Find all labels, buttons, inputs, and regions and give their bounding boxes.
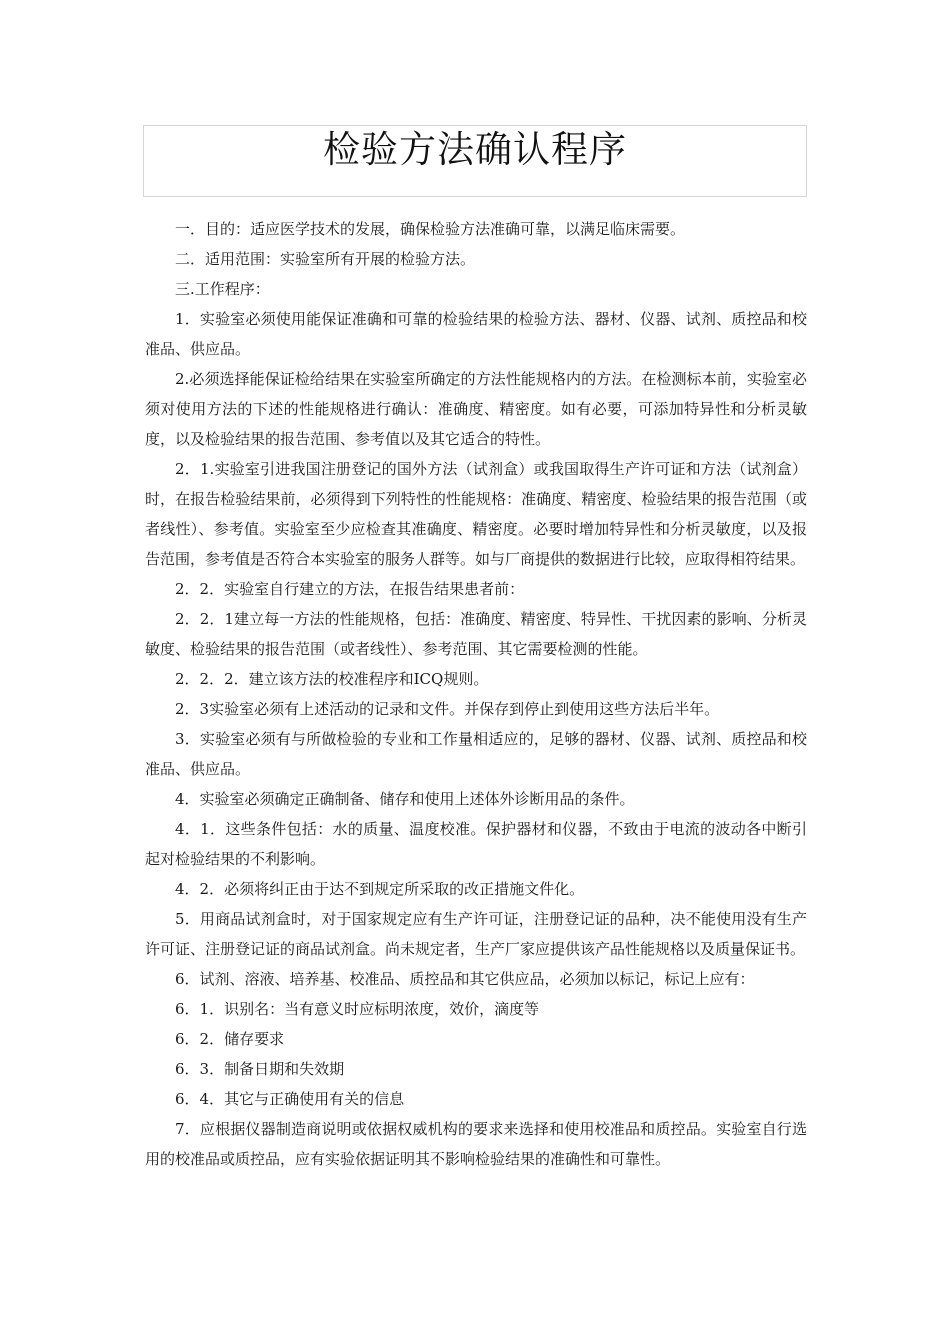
paragraph-item-2-2: 2．2．实验室自行建立的方法，在报告结果患者前： (175, 580, 525, 598)
paragraph-item-7: 7．应根据仪器制造商说明或依据权威机构的要求来选择和使用校准品和质控品。实验室自行选用的校准品或质控品，应有实验依据证明其不影响检验结果的准确性和可靠性。 (145, 1120, 807, 1168)
paragraph-procedure-heading: 三.工作程序： (175, 280, 270, 298)
paragraph-item-6: 6．试剂、溶液、培养基、校准品、质控品和其它供应品，必须加以标记，标记上应有： (175, 970, 755, 988)
paragraph-item-2-1: 2．1.实验室引进我国注册登记的国外方法（试剂盒）或我国取得生产许可证和方法（试剂盒）时，在报告检验结果前，必须得到下列特性的性能规格：准确度、精密度、检验结果的报告范围（或者线性）、参考值。实验室至少应检查其准确度、精密度。必要时增加特异性和分析灵敏度，以及报告范围，参考值是否符合本实验室的服务人群等。如与厂商提供的数据进行比较，应取得相符结果。 (145, 460, 807, 568)
paragraph-item-2: 2.必须选择能保证检给结果在实验室所确定的方法性能规格内的方法。在检测标本前，实验室必须对使用方法的下述的性能规格进行确认：准确度、精密度。如有必要，可添加特异性和分析灵敏度，以及检验结果的报告范围、参考值以及其它适合的特性。 (145, 370, 807, 448)
paragraph-item-4-1: 4．1．这些条件包括：水的质量、温度校准。保护器材和仪器，不致由于电流的波动各中断引起对检验结果的不利影响。 (145, 820, 807, 868)
paragraph-item-2-2-1: 2．2．1建立每一方法的性能规格，包括：准确度、精密度、特异性、干扰因素的影响、分析灵敏度、检验结果的报告范围（或者线性）、参考范围、其它需要检测的性能。 (145, 610, 807, 658)
paragraph-item-6-2: 6．2．储存要求 (175, 1030, 285, 1048)
paragraph-item-4: 4．实验室必须确定正确制备、储存和使用上述体外诊断用品的条件。 (175, 790, 635, 808)
paragraph-item-5: 5．用商品试剂盒时，对于国家规定应有生产许可证，注册登记证的品种，决不能使用没有生产许可证、注册登记证的商品试剂盒。尚未规定者，生产厂家应提供该产品性能规格以及质量保证书。 (145, 910, 807, 958)
paragraph-scope: 二．适用范围：实验室所有开展的检验方法。 (175, 250, 476, 268)
paragraph-item-2-2-2: 2．2．2．建立该方法的校准程序和ICQ规则。 (175, 670, 489, 688)
paragraph-item-1: 1．实验室必须使用能保证准确和可靠的检验结果的检验方法、器材、仪器、试剂、质控品和校准品、供应品。 (145, 310, 807, 358)
paragraph-item-3: 3．实验室必须有与所做检验的专业和工作量相适应的，足够的器材、仪器、试剂、质控品和校准品、供应品。 (145, 730, 807, 778)
document-body (145, 214, 807, 1174)
document-title: 检验方法确认程序 (323, 128, 627, 171)
paragraph-item-2-3: 2．3实验室必须有上述活动的记录和文件。并保存到停止到使用这些方法后半年。 (175, 700, 720, 718)
paragraph-item-6-4: 6．4．其它与正确使用有关的信息 (175, 1090, 405, 1108)
paragraph-purpose: 一．目的：适应医学技术的发展，确保检验方法准确可靠，以满足临床需要。 (175, 220, 686, 238)
title-box (143, 125, 807, 197)
paragraph-item-4-2: 4．2．必须将纠正由于达不到规定所采取的改正措施文件化。 (175, 880, 585, 898)
paragraph-item-6-3: 6．3．制备日期和失效期 (175, 1060, 345, 1078)
paragraph-item-6-1: 6．1．识别名：当有意义时应标明浓度，效价，滴度等 (175, 1000, 540, 1018)
